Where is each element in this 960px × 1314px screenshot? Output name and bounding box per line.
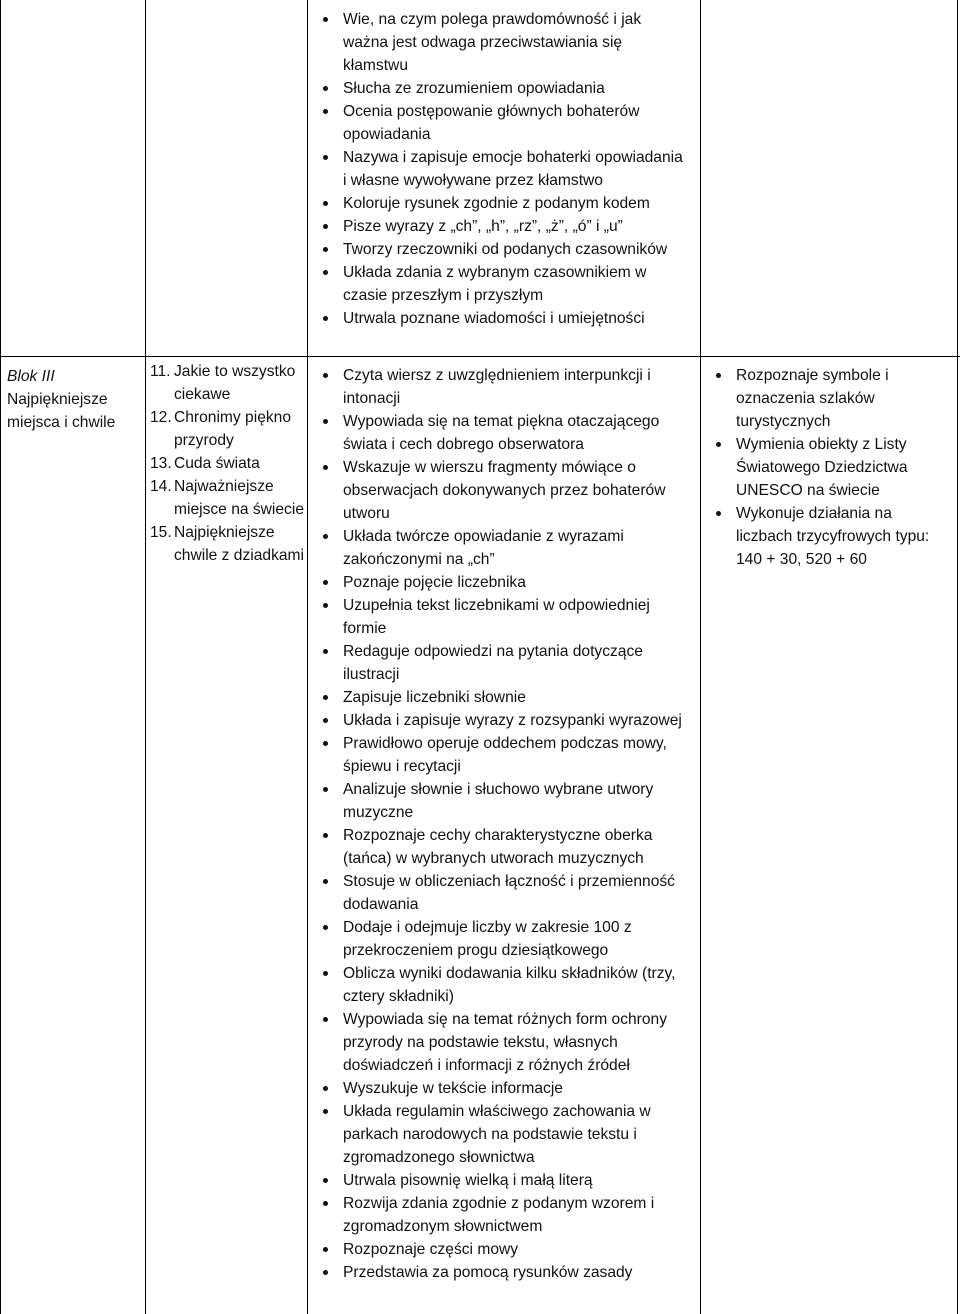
- list-item: Pisze wyrazy z „ch”, „h”, „rz”, „ż”, „ó” i „u”: [321, 215, 689, 238]
- list-item: Zapisuje liczebniki słownie: [321, 686, 689, 709]
- topic-item: [150, 406, 304, 452]
- list-item: Wypowiada się na temat piękna otaczającego świata i cech dobrego obserwatora: [321, 410, 689, 456]
- list-item: Wskazuje w wierszu fragmenty mówiące o obserwacjach dokonywanych przez bohaterów utworu: [321, 456, 689, 525]
- list-item: Nazywa i zapisuje emocje bohaterki opowiadania i własne wywoływane przez kłamstwo: [321, 146, 689, 192]
- list-item: Wymienia obiekty z Listy Światowego Dziedzictwa UNESCO na świecie: [714, 433, 946, 502]
- grid-line-col3: [307, 0, 308, 1314]
- list-item: Utrwala poznane wiadomości i umiejętności: [321, 307, 689, 330]
- list-item: Czyta wiersz z uwzględnieniem interpunkcji i intonacji: [321, 364, 689, 410]
- topic-number: 11.: [150, 363, 171, 380]
- list-item: Wie, na czym polega prawdomówność i jak ważna jest odwaga przeciwstawiania się kłamstwu: [321, 8, 689, 77]
- list-item: Stosuje w obliczeniach łączność i przemienność dodawania: [321, 870, 689, 916]
- topic-line: przyrody: [174, 432, 234, 449]
- topic-line: Najpiękniejsze: [174, 524, 275, 541]
- topic-item: [150, 475, 304, 521]
- list-item: Prawidłowo operuje oddechem podczas mowy, śpiewu i recytacji: [321, 732, 689, 778]
- topic-number: 13.: [150, 455, 172, 472]
- block3-skills-list: [321, 364, 689, 1284]
- list-item: Wykonuje działania na liczbach trzycyfrowych typu: 140 + 30, 520 + 60: [714, 502, 946, 571]
- list-item: Redaguje odpowiedzi na pytania dotyczące ilustracji: [321, 640, 689, 686]
- list-item: Układa i zapisuje wyrazy z rozsypanki wyrazowej: [321, 709, 689, 732]
- list-item: Rozpoznaje części mowy: [321, 1238, 689, 1261]
- topic-number: 15.: [150, 524, 172, 541]
- topic-item: [150, 521, 304, 567]
- list-item: Ocenia postępowanie głównych bohaterów opowiadania: [321, 100, 689, 146]
- list-item: Koloruje rysunek zgodnie z podanym kodem: [321, 192, 689, 215]
- topics-list: [150, 360, 304, 567]
- list-item: Utrwala pisownię wielką i małą literą: [321, 1169, 689, 1192]
- top-row-skills-list: [321, 8, 689, 330]
- topic-line: chwile z dziadkami: [174, 547, 304, 564]
- list-item: Dodaje i odejmuje liczby w zakresie 100 z przekroczeniem progu dziesiątkowego: [321, 916, 689, 962]
- topic-line: Jakie to wszystko: [174, 363, 296, 380]
- grid-line-left: [0, 0, 1, 1314]
- topic-number: 14.: [150, 478, 172, 495]
- list-item: Słucha ze zrozumieniem opowiadania: [321, 77, 689, 100]
- list-item: Oblicza wyniki dodawania kilku składników (trzy, cztery składniki): [321, 962, 689, 1008]
- topic-line: ciekawe: [174, 386, 231, 403]
- list-item: Rozpoznaje symbole i oznaczenia szlaków turystycznych: [714, 364, 946, 433]
- topic-item: [150, 360, 304, 406]
- list-item: Przedstawia za pomocą rysunków zasady: [321, 1261, 689, 1284]
- list-item: Wyszukuje w tekście informacje: [321, 1077, 689, 1100]
- list-item: Rozwija zdania zgodnie z podanym wzorem i zgromadzonym słownictwem: [321, 1192, 689, 1238]
- list-item: Rozpoznaje cechy charakterystyczne oberka (tańca) w wybranych utworach muzycznych: [321, 824, 689, 870]
- list-item: Układa zdania z wybranym czasownikiem w czasie przeszłym i przyszłym: [321, 261, 689, 307]
- list-item: Analizuje słownie i słuchowo wybrane utwory muzyczne: [321, 778, 689, 824]
- block-title: Blok III: [7, 368, 55, 385]
- block-label: [7, 365, 115, 434]
- block3-extra-skills-list: [714, 364, 946, 571]
- row-divider: [0, 356, 960, 357]
- list-item: Uzupełnia tekst liczebnikami w odpowiedniej formie: [321, 594, 689, 640]
- block-name-line: miejsca i chwile: [7, 414, 116, 431]
- list-item: Układa twórcze opowiadanie z wyrazami zakończonymi na „ch”: [321, 525, 689, 571]
- topic-line: Chronimy piękno: [174, 409, 292, 426]
- list-item: Układa regulamin właściwego zachowania w parkach narodowych na podstawie tekstu i zgromadzonego słownictwa: [321, 1100, 689, 1169]
- topic-line: Najważniejsze: [174, 478, 274, 495]
- block-name-line: Najpiękniejsze: [7, 391, 108, 408]
- list-item: Tworzy rzeczowniki od podanych czasowników: [321, 238, 689, 261]
- list-item: Poznaje pojęcie liczebnika: [321, 571, 689, 594]
- topic-line: miejsce na świecie: [174, 501, 304, 518]
- list-item: Wypowiada się na temat różnych form ochrony przyrody na podstawie tekstu, własnych doświadczeń i informacji z różnych źródeł: [321, 1008, 689, 1077]
- topic-number: 12.: [150, 409, 172, 426]
- topic-line: Cuda świata: [174, 455, 260, 472]
- grid-line-right: [957, 0, 958, 1314]
- grid-line-col4: [700, 0, 701, 1314]
- topic-item: [150, 452, 304, 475]
- grid-line-col2: [145, 0, 146, 1314]
